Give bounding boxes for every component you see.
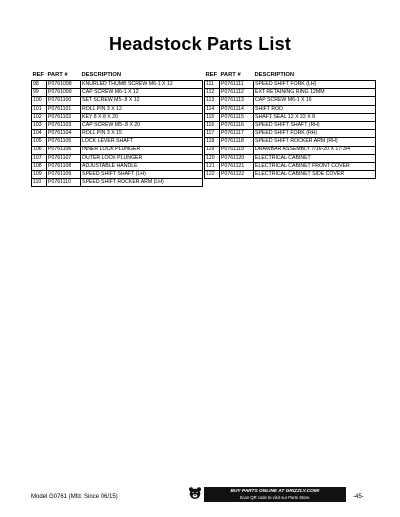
- parts-table-left-body: [32, 81, 203, 187]
- table-row: [32, 81, 203, 89]
- part-number-cell: P0761098: [47, 81, 81, 89]
- part-number-cell: P0761110: [47, 179, 81, 187]
- table-row: [205, 154, 376, 162]
- part-number-cell: P0761116: [220, 121, 254, 129]
- description-cell: SPEED SHIFT ROCKER ARM (RH): [254, 138, 376, 146]
- table-row: [205, 171, 376, 179]
- part-number-cell: P0761111: [220, 81, 254, 89]
- part-number-cell: P0761118: [220, 138, 254, 146]
- part-number-cell: P0761107: [47, 154, 81, 162]
- table-header-row: [32, 70, 203, 81]
- description-cell: SPEED SHIFT ROCKER ARM (LH): [81, 179, 203, 187]
- table-row: [32, 89, 203, 97]
- ref-cell: 121: [205, 162, 220, 170]
- part-number-cell: P0761122: [220, 171, 254, 179]
- part-number-cell: P0761102: [47, 113, 81, 121]
- description-cell: SET SCREW M5-.8 X 12: [81, 97, 203, 105]
- description-cell: INNER LOCK PLUNGER: [81, 146, 203, 154]
- description-cell: SPEED SHIFT SHAFT (RH): [254, 121, 376, 129]
- table-row: [32, 146, 203, 154]
- description-cell: CAP SCREW M5-.8 X 20: [81, 121, 203, 129]
- table-row: [32, 154, 203, 162]
- banner-subtext: Scan QR code to visit our Parts Store.: [239, 495, 311, 500]
- ref-cell: 103: [32, 121, 47, 129]
- table-row: [205, 130, 376, 138]
- description-cell: OUTER LOCK PLUNGER: [81, 154, 203, 162]
- ref-cell: 116: [205, 121, 220, 129]
- part-number-cell: P0761114: [220, 105, 254, 113]
- part-number-cell: P0761119: [220, 146, 254, 154]
- ref-cell: 98: [32, 81, 47, 89]
- ref-cell: 115: [205, 113, 220, 121]
- description-cell: ADJUSTABLE HANDLE: [81, 162, 203, 170]
- ref-cell: 118: [205, 138, 220, 146]
- ref-cell: 111: [205, 81, 220, 89]
- table-row: [205, 121, 376, 129]
- table-row: [32, 179, 203, 187]
- page-title: Headstock Parts List: [108, 34, 292, 54]
- ref-cell: 110: [32, 179, 47, 187]
- part-number-cell: P0761106: [47, 146, 81, 154]
- description-cell: ROLL PIN 3 X 15: [81, 130, 203, 138]
- parts-table-left: [31, 70, 203, 187]
- page-number: -45-: [353, 494, 364, 500]
- description-cell: CAP SCREW M6-1 X 16: [254, 97, 376, 105]
- ref-cell: 117: [205, 130, 220, 138]
- part-number-cell: P0761109: [47, 171, 81, 179]
- description-cell: SHAFT SEAL 12 X 22 X 8: [254, 113, 376, 121]
- ref-cell: 113: [205, 97, 220, 105]
- header-part: PART #: [47, 70, 81, 81]
- table-row: [32, 121, 203, 129]
- table-header-row: [205, 70, 376, 81]
- table-row: [32, 113, 203, 121]
- part-number-cell: P0761121: [220, 162, 254, 170]
- description-cell: CAP SCREW M6-1 X 12: [81, 89, 203, 97]
- table-row: [205, 146, 376, 154]
- ref-cell: 107: [32, 154, 47, 162]
- description-cell: ELECTRICAL CABINET: [254, 154, 376, 162]
- table-row: [205, 97, 376, 105]
- table-row: [32, 162, 203, 170]
- ref-cell: 105: [32, 138, 47, 146]
- ref-cell: 112: [205, 89, 220, 97]
- table-row: [205, 113, 376, 121]
- ref-cell: 99: [32, 89, 47, 97]
- ref-cell: 104: [32, 130, 47, 138]
- part-number-cell: P0761115: [220, 113, 254, 121]
- description-cell: SPEED SHIFT FORK (LH): [254, 81, 376, 89]
- description-cell: EXT RETAINING RING 12MM: [254, 89, 376, 97]
- part-number-cell: P0761120: [220, 154, 254, 162]
- ref-cell: 102: [32, 113, 47, 121]
- table-row: [205, 162, 376, 170]
- description-cell: ELECTRICAL CABINET SIDE COVER: [254, 171, 376, 179]
- description-cell: KEY 8 X 8 X 20: [81, 113, 203, 121]
- table-row: [32, 105, 203, 113]
- header-ref: REF: [32, 70, 47, 81]
- part-number-cell: P0761117: [220, 130, 254, 138]
- grizzly-bear-logo-icon: [188, 486, 202, 500]
- ref-cell: 101: [32, 105, 47, 113]
- table-row: [205, 138, 376, 146]
- parts-store-banner[interactable]: [204, 487, 346, 502]
- part-number-cell: P0761108: [47, 162, 81, 170]
- table-row: [32, 171, 203, 179]
- description-cell: LOCK LEVER SHAFT: [81, 138, 203, 146]
- ref-cell: 109: [32, 171, 47, 179]
- header-description: DESCRIPTION: [81, 70, 203, 81]
- header-ref: REF: [205, 70, 220, 81]
- description-cell: DRAWBAR ASSEMBLY 7/16-20 X 17-3/4: [254, 146, 376, 154]
- part-number-cell: P0761113: [220, 97, 254, 105]
- ref-cell: 119: [205, 146, 220, 154]
- table-row: [32, 130, 203, 138]
- header-description: DESCRIPTION: [254, 70, 376, 81]
- banner-headline: BUY PARTS ONLINE AT GRIZZLY.COM!: [230, 489, 320, 494]
- table-row: [205, 81, 376, 89]
- part-number-cell: P0761104: [47, 130, 81, 138]
- ref-cell: 108: [32, 162, 47, 170]
- part-number-cell: P0761112: [220, 89, 254, 97]
- parts-table-right: [204, 70, 376, 179]
- header-part: PART #: [220, 70, 254, 81]
- ref-cell: 106: [32, 146, 47, 154]
- ref-cell: 114: [205, 105, 220, 113]
- ref-cell: 120: [205, 154, 220, 162]
- description-cell: ELECTRICAL CABINET FRONT COVER: [254, 162, 376, 170]
- part-number-cell: P0761103: [47, 121, 81, 129]
- table-row: [205, 105, 376, 113]
- description-cell: ROLL PIN 3 X 12: [81, 105, 203, 113]
- part-number-cell: P0761100: [47, 97, 81, 105]
- ref-cell: 100: [32, 97, 47, 105]
- parts-table-right-body: [205, 81, 376, 179]
- footer-model: Model G0761 (Mfd. Since 06/15): [31, 494, 118, 500]
- description-cell: SHIFT ROD: [254, 105, 376, 113]
- table-row: [32, 97, 203, 105]
- description-cell: KNURLED THUMB SCREW M6-1 X 12: [81, 81, 203, 89]
- description-cell: SPEED SHIFT SHAFT (LH): [81, 171, 203, 179]
- table-row: [32, 138, 203, 146]
- part-number-cell: P0761101: [47, 105, 81, 113]
- table-row: [205, 89, 376, 97]
- ref-cell: 122: [205, 171, 220, 179]
- part-number-cell: P0761099: [47, 89, 81, 97]
- part-number-cell: P0761105: [47, 138, 81, 146]
- description-cell: SPEED SHIFT FORK (RH): [254, 130, 376, 138]
